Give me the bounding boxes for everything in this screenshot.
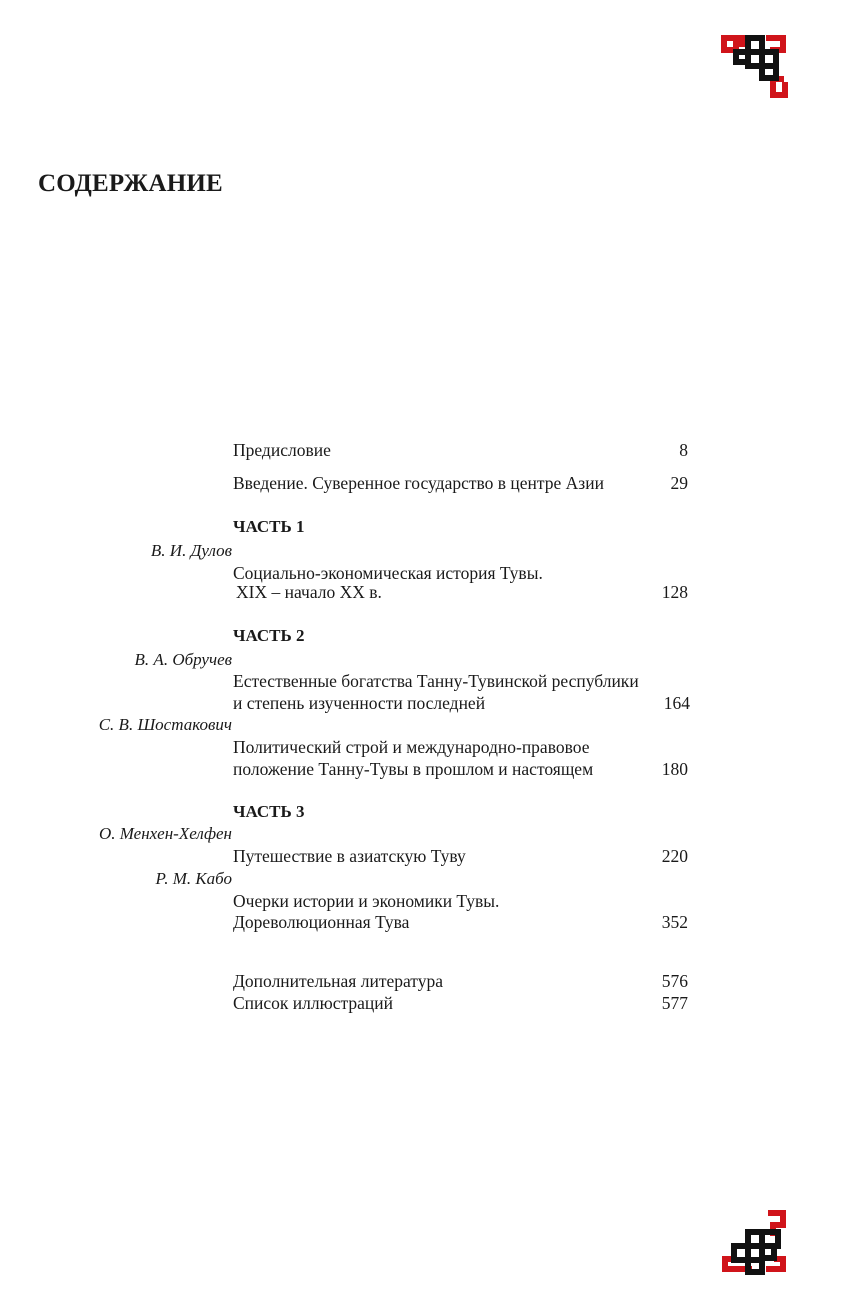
toc-entry-title: Предисловие	[233, 440, 331, 460]
toc-entry-title: Дореволюционная Тува	[233, 912, 410, 932]
toc-entry-title: Список иллюстраций	[233, 993, 393, 1013]
toc-entry-title: и степень изученности последней	[233, 693, 486, 713]
toc-entry-page: 576	[661, 971, 688, 991]
toc-entry-page: 8	[679, 440, 688, 460]
toc-entry-title: Естественные богатства Танну-Тувинской республики	[233, 671, 639, 691]
toc-entry-title: Политический строй и международно-правовое	[233, 737, 590, 757]
part-heading: ЧАСТЬ 3	[233, 802, 305, 821]
toc-author: О. Менхен-Хелфен	[98, 824, 232, 843]
top-ornament-icon	[718, 32, 790, 100]
toc-entry-title: Дополнительная литература	[233, 971, 443, 991]
part-heading: ЧАСТЬ 2	[233, 626, 305, 645]
toc-entry-title: Путешествие в азиатскую Туву	[233, 846, 466, 866]
toc-entry-title: Введение. Суверенное государство в центре Азии	[233, 473, 604, 493]
page-title: СОДЕРЖАНИЕ	[38, 170, 223, 197]
toc-entry-title: положение Танну-Тувы в прошлом и настоящем	[233, 759, 594, 779]
bottom-ornament-icon	[718, 1206, 790, 1276]
toc-entry-page: 29	[670, 473, 688, 493]
toc-entry-title: XIX – начало XX в.	[236, 582, 382, 602]
toc-entry-page: 164	[663, 693, 690, 713]
toc-author: С. В. Шостакович	[98, 715, 232, 734]
toc-entry-page: 352	[661, 912, 688, 932]
toc-entry-page: 128	[661, 582, 688, 602]
toc-entry-title: Очерки истории и экономики Тувы.	[233, 891, 500, 911]
toc-entry-page: 220	[661, 846, 688, 866]
toc-author: Р. М. Кабо	[155, 869, 232, 888]
toc-author: В. И. Дулов	[150, 541, 232, 560]
toc-entry-page: 577	[661, 993, 688, 1013]
part-heading: ЧАСТЬ 1	[233, 517, 305, 536]
toc-entry-page: 180	[661, 759, 688, 779]
toc-author: В. А. Обручев	[134, 650, 232, 669]
toc-entry-title: Социально-экономическая история Тувы.	[233, 563, 543, 583]
